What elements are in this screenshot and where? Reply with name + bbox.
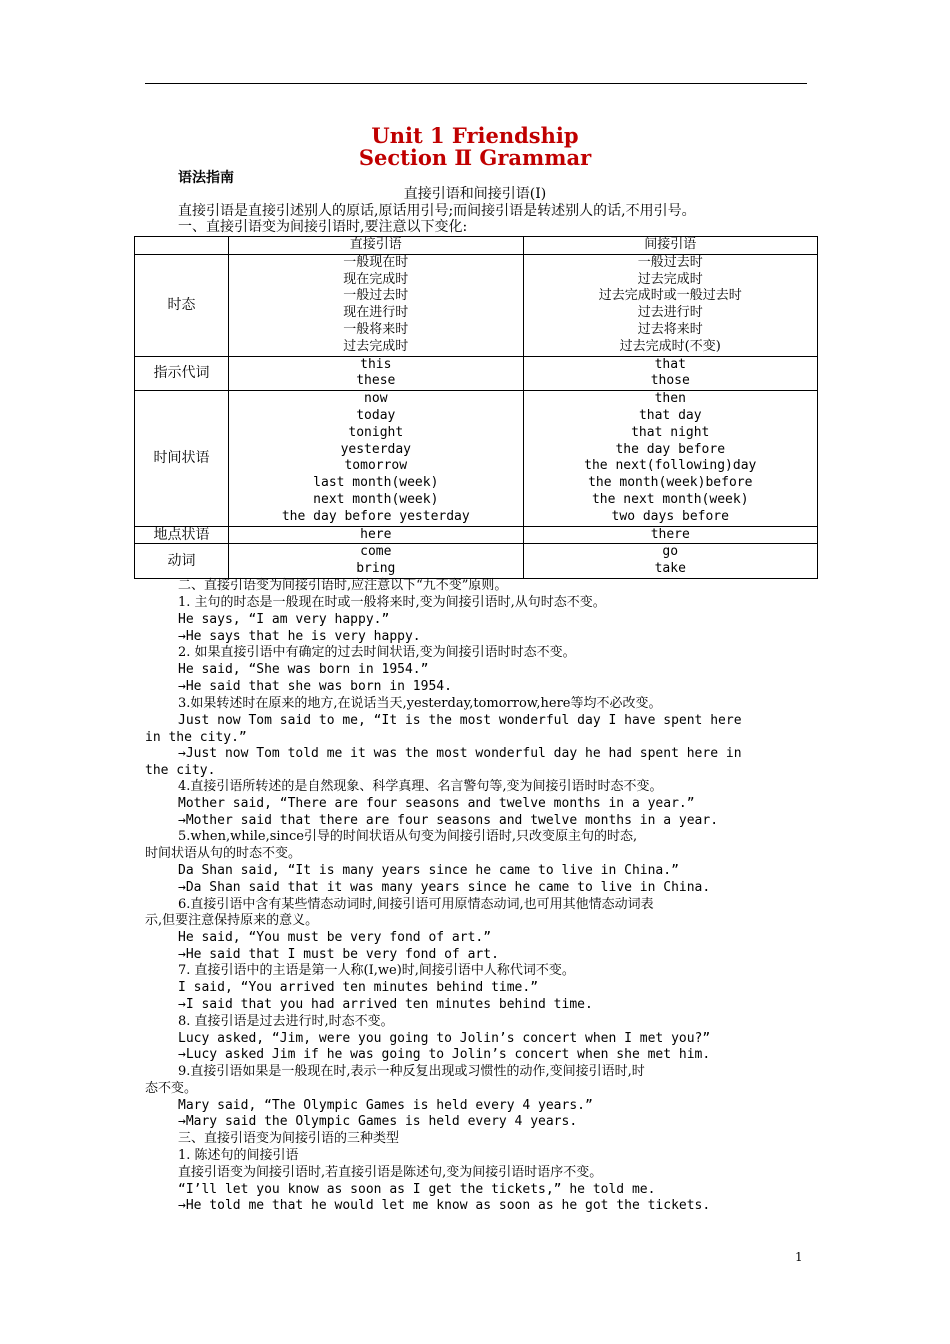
cell-line: now (364, 391, 388, 407)
indirect-example: →He said that she was born in 1954. (178, 679, 452, 694)
cell-line: 现在进行时 (343, 305, 409, 321)
direct-example: He says, “I am very happy.” (178, 612, 390, 627)
cell-line: two days before (611, 508, 729, 524)
speech-change-table (134, 236, 818, 579)
cell-line: the day before yesterday (281, 508, 470, 524)
indirect-example: →Da Shan said that it was many years since he came to live in China. (178, 880, 711, 895)
cell-line: come (360, 544, 392, 560)
table-header-row (135, 237, 818, 255)
table-row (135, 254, 818, 356)
cell-line: 一般现在时 (343, 254, 409, 270)
direct-cell (229, 391, 523, 526)
cell-line: those (650, 373, 690, 389)
rule-text: 8. 直接引语是过去进行时,时态不变。 (178, 1014, 394, 1029)
cell-line: next month(week) (313, 491, 439, 507)
cell-line: this (360, 356, 392, 372)
cell-line: yesterday (340, 441, 412, 457)
section-title: Section Ⅱ Grammar (358, 145, 592, 170)
indirect-cell (523, 356, 817, 391)
indirect-cell (523, 544, 817, 579)
direct-example: Just now Tom said to me, “It is the most wonderful day I have spent here (178, 713, 742, 728)
rule-text-continued: 示,但要注意保持原来的意义。 (145, 913, 319, 928)
category-tense: 时态 (135, 254, 229, 356)
cell-line: here (360, 526, 392, 542)
part3-text: 直接引语变为间接引语时,若直接引语是陈述句,变为间接引语时语序不变。 (178, 1165, 603, 1180)
rule-text: 7. 直接引语中的主语是第一人称(I,we)时,间接引语中人称代词不变。 (178, 963, 575, 978)
page-number: 1 (795, 1250, 803, 1264)
indirect-example: →Just now Tom told me it was the most wonderful day he had spent here in (178, 746, 742, 761)
cell-line: that (654, 356, 686, 372)
guide-label: 语法指南 (178, 170, 234, 186)
cell-line: the day before (615, 441, 726, 457)
cell-line: 过去完成时 (343, 338, 409, 354)
indirect-example: →He told me that he would let me know as soon as he got the tickets. (178, 1198, 711, 1213)
cell-line: that night (631, 424, 710, 440)
indirect-example: →He says that he is very happy. (178, 629, 421, 644)
rule-text: 9.直接引语如果是一般现在时,表示一种反复出现或习惯性的动作,变间接引语时,时 (178, 1064, 645, 1079)
cell-line: 一般过去时 (637, 254, 703, 270)
category-verb: 动词 (135, 544, 229, 579)
direct-example: Lucy asked, “Jim, were you going to Jolin’s concert when I met you?” (178, 1031, 711, 1046)
cell-line: then (654, 391, 686, 407)
part1-heading: 一、直接引语变为间接引语时,要注意以下变化: (178, 219, 468, 235)
indirect-example: →I said that you had arrived ten minutes behind time. (178, 997, 593, 1012)
direct-example-continued: in the city.” (145, 730, 247, 745)
table-row (135, 526, 818, 544)
direct-example: Mary said, “The Olympic Games is held every 4 years.” (178, 1098, 593, 1113)
table-row (135, 391, 818, 526)
part3-subheading: 1. 陈述句的间接引语 (178, 1148, 299, 1163)
direct-example: Mother said, “There are four seasons and twelve months in a year.” (178, 796, 695, 811)
category-time-adverbial: 时间状语 (135, 391, 229, 526)
direct-cell (229, 526, 523, 544)
subtitle: 直接引语和间接引语(Ⅰ) (403, 186, 547, 202)
part2-heading: 二、直接引语变为间接引语时,应注意以下“九不变”原则。 (178, 578, 508, 593)
cell-line: 一般过去时 (343, 288, 409, 304)
cell-line: the month(week)before (588, 475, 753, 491)
direct-example: He said, “She was born in 1954.” (178, 662, 429, 677)
rule-text: 1. 主句的时态是一般现在时或一般将来时,变为间接引语时,从句时态不变。 (178, 595, 606, 610)
indirect-example: →He said that I must be very fond of art. (178, 947, 499, 962)
indirect-example: →Lucy asked Jim if he was going to Jolin’s concert when she met him. (178, 1047, 711, 1062)
cell-line: 过去完成时或一般过去时 (598, 288, 742, 304)
header-indirect: 间接引语 (523, 237, 817, 255)
intro-text: 直接引语是直接引述别人的原话,原话用引号;而间接引语是转述别人的话,不用引号。 (178, 203, 696, 219)
indirect-example-continued: the city. (145, 763, 216, 778)
direct-example: “I’ll let you know as soon as I get the tickets,” he told me. (178, 1182, 656, 1197)
category-place-adverbial: 地点状语 (135, 526, 229, 544)
unit-title: Unit 1 Friendship (371, 123, 579, 148)
table-header-blank (135, 237, 229, 255)
cell-line: 过去完成时 (637, 271, 703, 287)
rule-text-continued: 态不变。 (145, 1081, 198, 1096)
cell-line: the next(following)day (584, 458, 757, 474)
rule-text: 6.直接引语中含有某些情态动词时,间接引语可用原情态动词,也可用其他情态动词表 (178, 897, 654, 912)
cell-line: 一般将来时 (343, 321, 409, 337)
rule-text: 5.when,while,since引导的时间状语从句变为间接引语时,只改变原主句的时态, (178, 829, 638, 844)
indirect-cell (523, 254, 817, 356)
table-row (135, 356, 818, 391)
cell-line: that day (638, 407, 702, 423)
cell-line: today (356, 407, 396, 423)
rule-text: 2. 如果直接引语中有确定的过去时间状语,变为间接引语时时态不变。 (178, 645, 576, 660)
direct-cell (229, 544, 523, 579)
cell-line: the next month(week) (591, 491, 749, 507)
direct-cell (229, 254, 523, 356)
cell-line: there (650, 526, 690, 542)
indirect-cell (523, 526, 817, 544)
indirect-example: →Mary said the Olympic Games is held every 4 years. (178, 1114, 578, 1129)
cell-line: bring (356, 561, 396, 577)
indirect-example: →Mother said that there are four seasons and twelve months in a year. (178, 813, 719, 828)
cell-line: last month(week) (313, 475, 439, 491)
cell-line: 现在完成时 (343, 271, 409, 287)
rule-text: 3.如果转述时在原来的地方,在说话当天,yesterday,tomorrow,here等均不必改变。 (178, 696, 662, 711)
table-row (135, 544, 818, 579)
indirect-cell (523, 391, 817, 526)
rule-text-continued: 时间状语从句的时态不变。 (145, 846, 302, 861)
cell-line: tonight (348, 424, 404, 440)
cell-line: tomorrow (344, 458, 408, 474)
direct-example: He said, “You must be very fond of art.” (178, 930, 492, 945)
part3-heading: 三、直接引语变为间接引语的三种类型 (178, 1131, 400, 1146)
rule-text: 4.直接引语所转述的是自然现象、科学真理、名言警句等,变为间接引语时时态不变。 (178, 779, 663, 794)
direct-example: Da Shan said, “It is many years since he came to live in China.” (178, 863, 679, 878)
cell-line: 过去进行时 (637, 305, 703, 321)
header-rule (145, 83, 807, 84)
cell-line: take (654, 561, 686, 577)
header-direct: 直接引语 (229, 237, 523, 255)
cell-line: go (662, 544, 679, 560)
direct-example: I said, “You arrived ten minutes behind time.” (178, 980, 539, 995)
cell-line: 过去完成时(不变) (619, 338, 721, 354)
cell-line: 过去将来时 (637, 321, 703, 337)
direct-cell (229, 356, 523, 391)
category-demonstrative: 指示代词 (135, 356, 229, 391)
cell-line: these (356, 373, 396, 389)
